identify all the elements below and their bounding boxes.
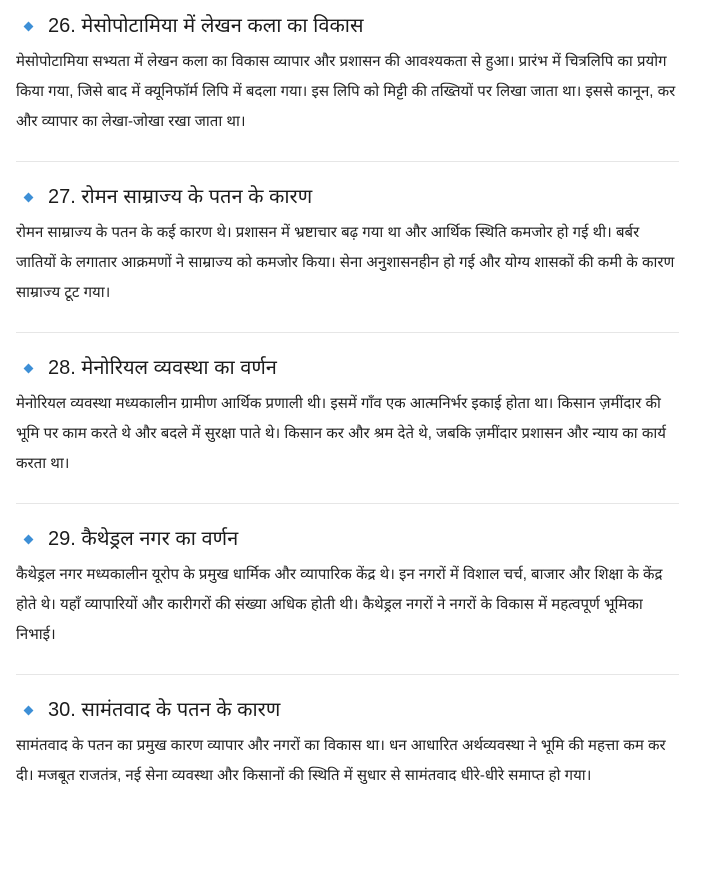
section-heading [16,182,679,212]
section-title: 27. रोमन साम्राज्य के पतन के कारण [48,186,313,208]
divider [16,503,679,504]
diamond-bullet-icon [24,192,34,202]
diamond-bullet-icon [24,534,34,544]
section-title: 26. मेसोपोटामिया में लेखन कला का विकास [48,15,364,37]
section-heading [16,524,679,554]
section-body: सामंतवाद के पतन का प्रमुख कारण व्यापार और नगरों का विकास था। धन आधारित अर्थव्यवस्था ने भूमि की महत्ता कम कर दी। मजबूत राजतंत्र, नई सेना व्यवस्था और किसानों की स्थिति में सुधार से सामंतवाद धीरे-धीरे समाप्त हो गया। [16,737,666,784]
section-body: कैथेड्रल नगर मध्यकालीन यूरोप के प्रमुख धार्मिक और व्यापारिक केंद्र थे। इन नगरों में विशाल चर्च, बाजार और शिक्षा के केंद्र होते थे। यहाँ व्यापारियों और कारीगरों की संख्या अधिक होती थी। कैथेड्रल नगरों ने नगरों के विकास में महत्वपूर्ण भूमिका निभाई। [16,566,663,643]
section-26 [16,11,679,162]
divider [16,332,679,333]
section-title: 29. कैथेड्रल नगर का वर्णन [48,528,239,550]
section-heading [16,695,679,725]
divider [16,674,679,675]
diamond-bullet-icon [24,705,34,715]
section-title: 28. मेनोरियल व्यवस्था का वर्णन [48,357,277,379]
section-heading [16,353,679,383]
section-body: रोमन साम्राज्य के पतन के कई कारण थे। प्रशासन में भ्रष्टाचार बढ़ गया था और आर्थिक स्थिति कमजोर हो गई थी। बर्बर जातियों के लगातार आक्रमणों ने साम्राज्य को कमजोर किया। सेना अनुशासनहीन हो गई और योग्य शासकों की कमी के कारण साम्राज्य टूट गया। [16,224,675,301]
section-28 [16,353,679,504]
diamond-bullet-icon [24,21,34,31]
article-content [0,11,719,791]
diamond-bullet-icon [24,363,34,373]
section-heading [16,11,679,41]
section-title: 30. सामंतवाद के पतन के कारण [48,699,281,721]
section-body: मेनोरियल व्यवस्था मध्यकालीन ग्रामीण आर्थिक प्रणाली थी। इसमें गाँव एक आत्मनिर्भर इकाई होता था। किसान ज़मींदार की भूमि पर काम करते थे और बदले में सुरक्षा पाते थे। किसान कर और श्रम देते थे, जबकि ज़मींदार प्रशासन और न्याय का कार्य करता था। [16,395,666,472]
section-29 [16,524,679,675]
section-body: मेसोपोटामिया सभ्यता में लेखन कला का विकास व्यापार और प्रशासन की आवश्यकता से हुआ। प्रारंभ में चित्रलिपि का प्रयोग किया गया, जिसे बाद में क्यूनिफॉर्म लिपि में बदला गया। इस लिपि को मिट्टी की तख्तियों पर लिखा जाता था। इससे कानून, कर और व्यापार का लेखा-जोखा रखा जाता था। [16,53,676,130]
section-27 [16,182,679,333]
section-30 [16,695,679,791]
divider [16,161,679,162]
